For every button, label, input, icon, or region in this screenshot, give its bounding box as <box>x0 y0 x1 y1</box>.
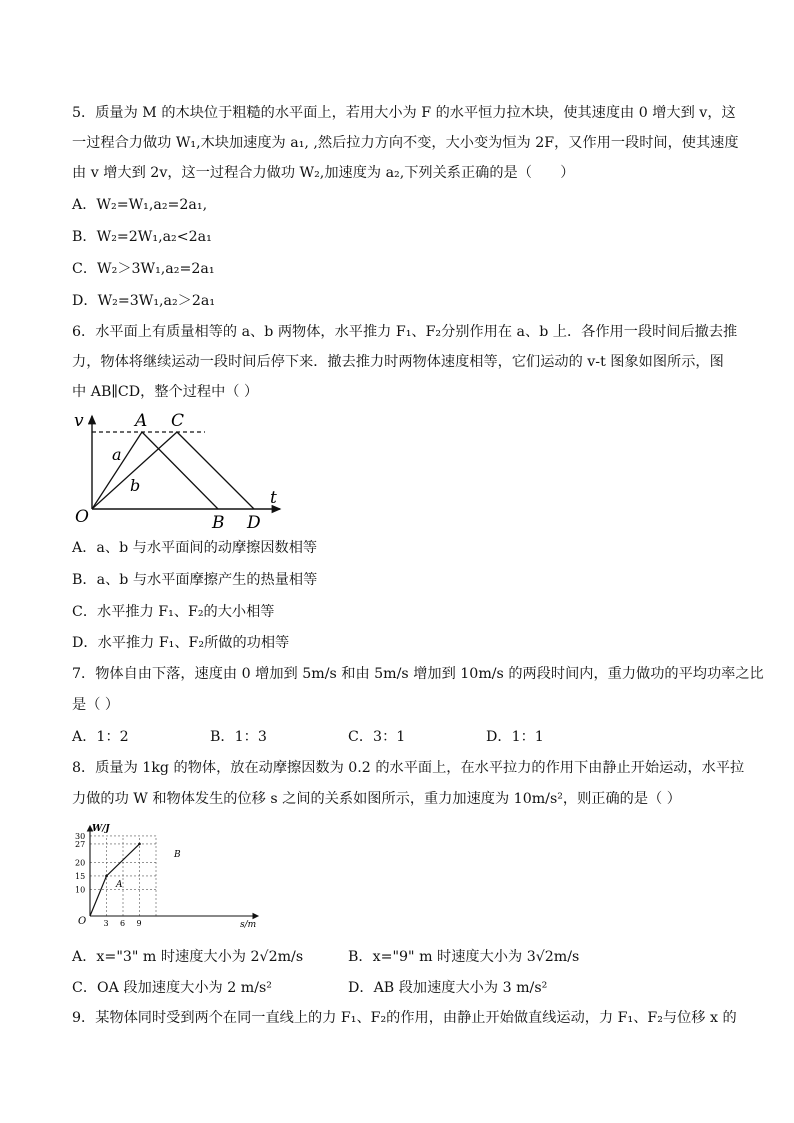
q8-point-b-label: B <box>174 850 181 860</box>
q8-work-displacement-chart <box>72 820 272 935</box>
q6-label-v: v <box>74 411 84 431</box>
q6-label-a-line: a <box>112 445 122 464</box>
q5-option-d: D．W₂=3W₁,a₂＞2a₁ <box>72 293 216 309</box>
q6-label-d-point: D <box>247 513 261 533</box>
q8-y-axis-label: W/J <box>92 824 110 834</box>
q8-option-c: C．OA 段加速度大小为 2 m/s² <box>72 980 272 996</box>
q8-data-point-a <box>105 875 108 878</box>
q6-stem-line2: 力，物体将继续运动一段时间后停下来．撤去推力时两物体速度相等，它们运动的 v-t 图象如图所示，图 <box>72 354 724 370</box>
q8-data-point-b <box>138 843 141 846</box>
q5-stem-line2: 一过程合力做功 W₁,木块加速度为 a₁, ,然后拉力方向不变，大小变为恒为 2F，又作用一段时间，使其速度 <box>72 135 739 151</box>
q7-option-b: B．1：3 <box>210 729 267 745</box>
q8-stem-line1: 8．质量为 1kg 的物体，放在动摩擦因数为 0.2 的水平面上，在水平拉力的作用下由静止开始运动，水平拉 <box>72 760 745 776</box>
q8-series-line <box>90 844 140 916</box>
q9-stem-line1: 9．某物体同时受到两个在同一直线上的力 F₁、F₂的作用，由静止开始做直线运动，力 F₁、F₂与位移 x 的 <box>72 1010 737 1026</box>
q6-vt-diagram <box>70 410 290 535</box>
q6-stem-line1: 6．水平面上有质量相等的 a、b 两物体，水平推力 F₁、F₂分别作用在 a、b 上．各作用一段时间后撤去推 <box>72 324 738 340</box>
q8-x-tick-label: 9 <box>136 919 142 928</box>
q6-option-c: C．水平推力 F₁、F₂的大小相等 <box>72 604 275 620</box>
q8-y-tick-label: 20 <box>75 858 86 868</box>
q8-y-tick-label: 10 <box>75 885 86 895</box>
q6-option-d: D．水平推力 F₁、F₂所做的功相等 <box>72 635 290 651</box>
q5-stem-line1: 5．质量为 M 的木块位于粗糙的水平面上，若用大小为 F 的水平恒力拉木块，使其速度由 0 增大到 v，这 <box>72 105 736 121</box>
q8-x-tick-label: 6 <box>120 919 126 928</box>
q8-option-b: B．x="9" m 时速度大小为 3√2m/s <box>348 949 580 965</box>
q5-option-b: B．W₂=2W₁,a₂<2a₁ <box>72 229 212 245</box>
q8-x-tick-label: 3 <box>103 919 109 928</box>
q7-option-c: C．3：1 <box>348 729 406 745</box>
q8-option-a: A．x="3" m 时速度大小为 2√2m/s <box>72 949 304 965</box>
q5-option-a: A．W₂=W₁,a₂=2a₁, <box>72 197 208 213</box>
q7-stem-line2: 是（ ） <box>72 697 120 713</box>
q6-line-cd <box>177 432 254 509</box>
q6-label-b-point: B <box>212 513 225 533</box>
q8-x-axis-label: s/m <box>240 920 257 930</box>
q6-option-b: B．a、b 与水平面摩擦产生的热量相等 <box>72 572 318 588</box>
q7-stem-line1: 7．物体自由下落，速度由 0 增加到 5m/s 和由 5m/s 增加到 10m/s 的两段时间内，重力做功的平均功率之比 <box>72 666 764 682</box>
q8-y-tick-label: 30 <box>75 831 86 841</box>
q6-label-b-line: b <box>130 476 141 495</box>
q8-origin-label: O <box>78 916 87 927</box>
q6-label-a-point: A <box>135 411 148 431</box>
q8-y-tick-label: 15 <box>75 871 86 881</box>
q8-point-a-label: A <box>116 880 123 890</box>
q6-label-c-point: C <box>171 411 185 431</box>
q6-stem-line3: 中 AB∥CD，整个过程中（ ） <box>72 384 259 400</box>
q8-option-d: D．AB 段加速度大小为 3 m/s² <box>348 980 548 996</box>
q5-stem-line3: 由 v 增大到 2v，这一过程合力做功 W₂,加速度为 a₂,下列关系正确的是（ ） <box>72 165 575 181</box>
q8-stem-line2: 力做的功 W 和物体发生的位移 s 之间的关系如图所示，重力加速度为 10m/s²，则正确的是（ ） <box>72 791 681 807</box>
q6-option-a: A．a、b 与水平面间的动摩擦因数相等 <box>72 540 318 556</box>
q6-label-t: t <box>270 488 277 508</box>
q6-label-o: O <box>75 507 89 527</box>
q5-option-c: C．W₂＞3W₁,a₂=2a₁ <box>72 261 215 277</box>
q6-line-ab <box>142 432 218 509</box>
q7-option-d: D．1：1 <box>486 729 544 745</box>
q8-y-tick-label: 27 <box>75 839 86 849</box>
q7-option-a: A．1：2 <box>72 729 129 745</box>
